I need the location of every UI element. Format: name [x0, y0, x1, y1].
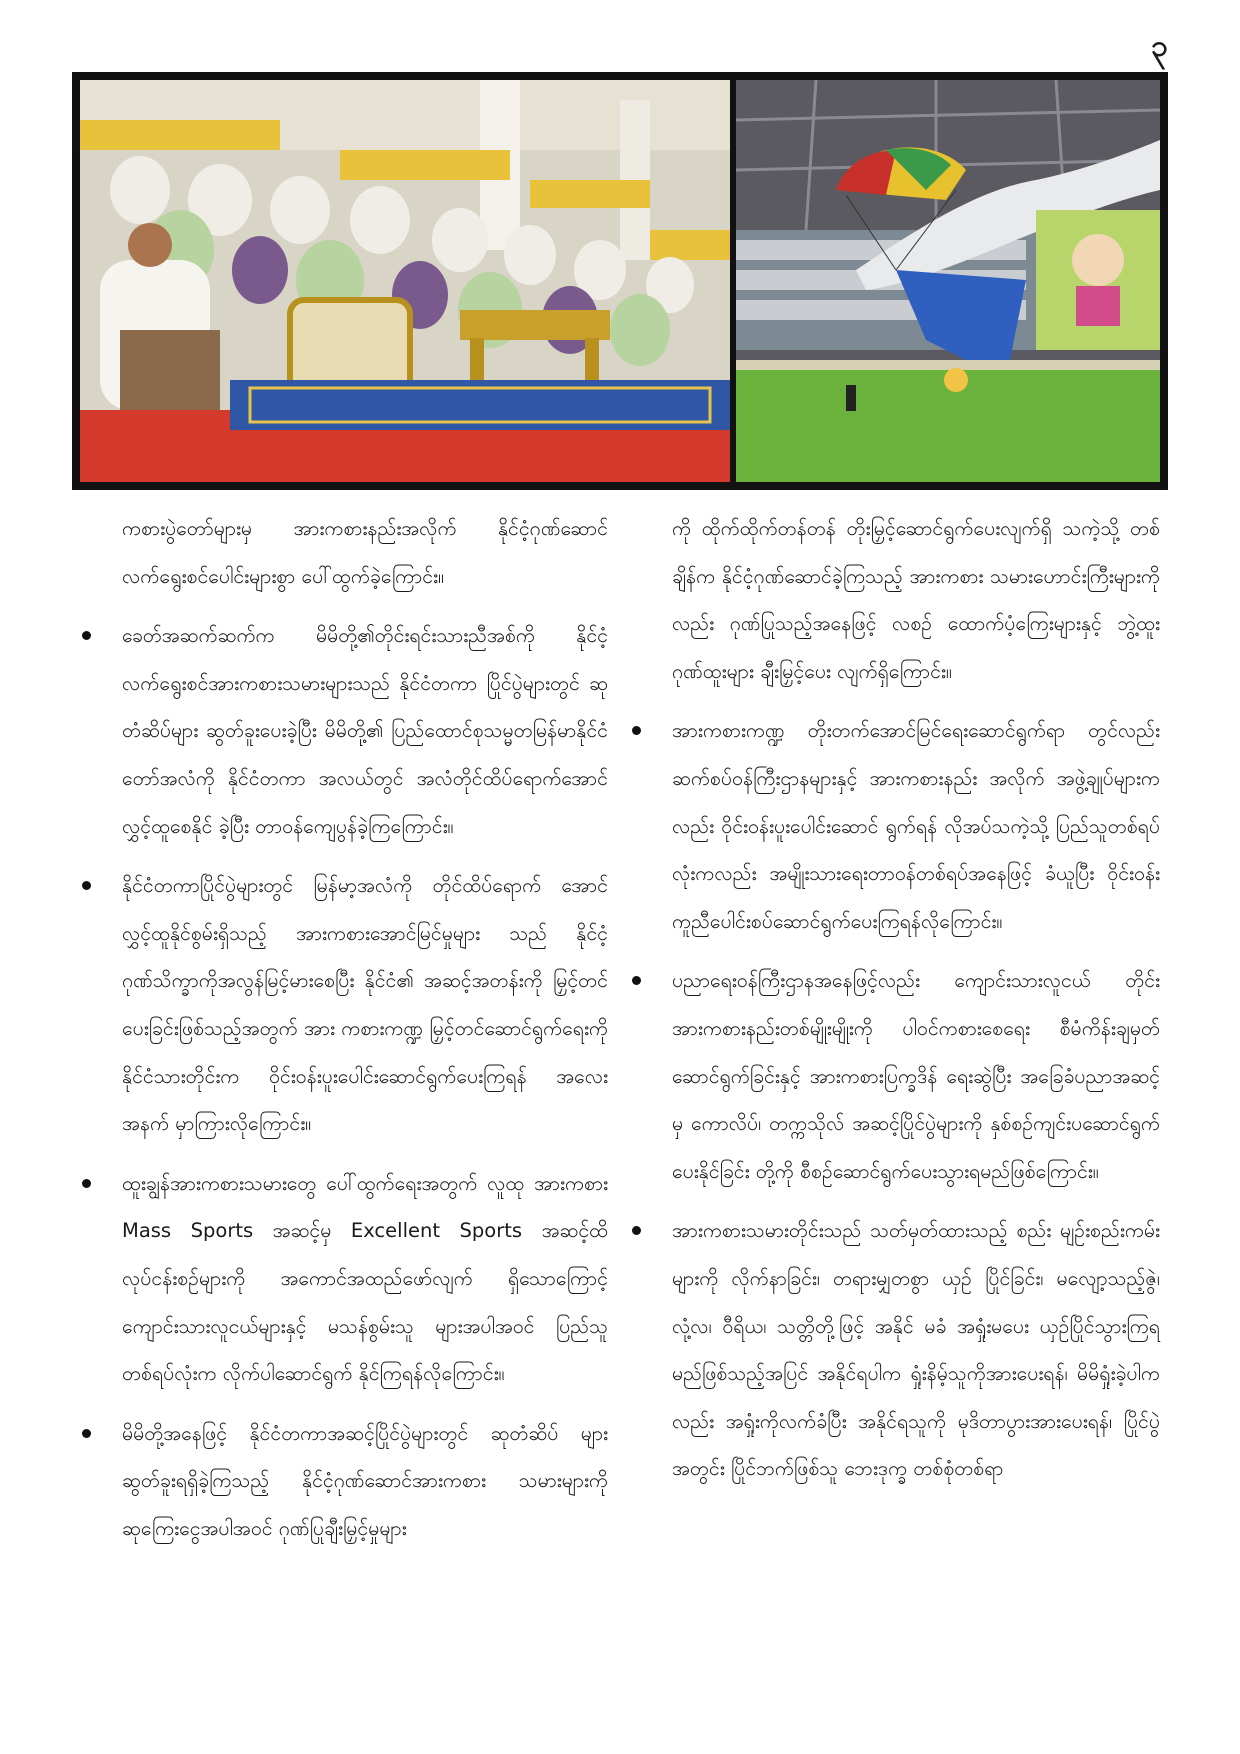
stadium-audience-photo — [80, 80, 730, 482]
continuation-paragraph — [82, 505, 608, 600]
photo-banner — [72, 72, 1168, 490]
list-item — [632, 957, 1160, 1195]
bullet-icon — [632, 726, 641, 735]
list-item — [632, 1207, 1160, 1493]
paragraph-text: နိုင်ငံတကာပြိုင်ပွဲများတွင် မြန်မာ့အလံကို တိုင်ထိပ်ရောက် အောင် လွှင့်ထူနိုင်စွမ်းရှိသည့် အားကစားအောင်မြင်မှုများ သည် နိုင်ငံ့ဂုဏ်သိက္ခာကိုအလွန်မြင့်မားစေပြီး နိုင်ငံ၏ အဆင့်အတန်းကို မြှင့်တင်ပေးခြင်းဖြစ်သည့်အတွက် အား ကစားကဏ္ဍ မြှင့်တင်ဆောင်ရွက်ရေးကို နိုင်ငံသားတိုင်းက ဝိုင်းဝန်းပူးပေါင်းဆောင်ရွက်ပေးကြရန် အလေးအနက် မှာကြားလိုကြောင်း။ — [122, 874, 608, 1136]
paragraph-text: ခေတ်အဆက်ဆက်က မိမိတို့၏တိုင်းရင်းသားညီအစ်ကို နိုင်ငံ့လက်ရွေးစင်အားကစားသမားများသည် နိုင်ငံတကာ ပြိုင်ပွဲများတွင် ဆုတံဆိပ်များ ဆွတ်ခူးပေးခဲ့ပြီး မိမိတို့၏ ပြည်ထောင်စုသမ္မတမြန်မာနိုင်ငံတော်အလံကို နိုင်ငံတကာ အလယ်တွင် အလံတိုင်ထိပ်ရောက်အောင် လွှင့်ထူစေနိုင် ခဲ့ပြီး တာဝန်ကျေပွန်ခဲ့ကြကြောင်း။ — [122, 624, 608, 838]
left-text-column — [82, 505, 608, 1564]
bullet-icon — [82, 631, 91, 640]
paragraph-text: အားကစားသမားတိုင်းသည် သတ်မှတ်ထားသည့် စည်း မျဉ်းစည်းကမ်းများကို လိုက်နာခြင်း၊ တရားမျှတစွာ ယှဉ် ပြိုင်ခြင်း၊ မလျော့သည့်ဇွဲ၊ လုံ့လ၊ ဝီရိယ၊ သတ္တိတို့ဖြင့် အနိုင် မခံ အရှုံးမပေး ယှဉ်ပြိုင်သွားကြရမည်ဖြစ်သည့်အပြင် အနိုင်ရပါက ရှုံးနိမ့်သူကိုအားပေးရန်၊ မိမိရှုံးခဲ့ပါကလည်း အရှုံးကိုလက်ခံပြီး အနိုင်ရသူကို မုဒိတာပွားအားပေးရန်၊ ပြိုင်ပွဲအတွင်း ပြိုင်ဘက်ဖြစ်သူ ဘေးဒုက္ခ တစ်စုံတစ်ရာ — [672, 1219, 1160, 1481]
bullet-icon — [82, 881, 91, 890]
paragraph-text: ကို ထိုက်ထိုက်တန်တန် တိုးမြှင့်ဆောင်ရွက်ပေးလျက်ရှိ သကဲ့သို့ တစ်ချိန်က နိုင်ငံ့ဂုဏ်ဆောင်ခဲ့ကြသည့် အားကစား သမားဟောင်းကြီးများကိုလည်း ဂုဏ်ပြုသည့်အနေဖြင့် လစဉ် ထောက်ပံ့ကြေးများနှင့် ဘွဲ့ထူးဂုဏ်ထူးများ ချီးမြှင့်ပေး လျက်ရှိကြောင်း။ — [672, 517, 1160, 683]
list-item — [82, 1160, 608, 1398]
paragraph-text: အားကစားကဏ္ဍ တိုးတက်အောင်မြင်ရေးဆောင်ရွက်ရာ တွင်လည်း ဆက်စပ်ဝန်ကြီးဌာနများနှင့် အားကစားနည်း အလိုက် အဖွဲ့ချုပ်များကလည်း ဝိုင်းဝန်းပူးပေါင်းဆောင် ရွက်ရန် လိုအပ်သကဲ့သို့ ပြည်သူတစ်ရပ်လုံးကလည်း အမျိုးသားရေးတာဝန်တစ်ရပ်အနေဖြင့် ခံယူပြီး ဝိုင်းဝန်း ကူညီပေါင်းစပ်ဆောင်ရွက်ပေးကြရန်လိုကြောင်း။ — [672, 719, 1160, 933]
list-item — [82, 612, 608, 850]
paragraph-text: ပညာရေးဝန်ကြီးဌာနအနေဖြင့်လည်း ကျောင်းသားလူငယ် တိုင်း အားကစားနည်းတစ်မျိုးမျိုးကို ပါဝင်ကစားစေရေး စီမံကိန်းချမှတ်ဆောင်ရွက်ခြင်းနှင့် အားကစားပြက္ခဒိန် ရေးဆွဲပြီး အခြေခံပညာအဆင့်မှ ကောလိပ်၊ တက္ကသိုလ် အဆင့်ပြိုင်ပွဲများကို နှစ်စဉ်ကျင်းပဆောင်ရွက်ပေးနိုင်ခြင်း တို့ကို စီစဉ်ဆောင်ရွက်ပေးသွားရမည်ဖြစ်ကြောင်း။ — [672, 969, 1160, 1183]
bullet-icon — [82, 1179, 91, 1188]
bullet-icon — [632, 1226, 641, 1235]
bullet-icon — [82, 1429, 91, 1438]
right-text-column — [632, 505, 1160, 1505]
list-item — [82, 862, 608, 1148]
paragraph-text: ထူးချွန်အားကစားသမားတွေ ပေါ်ထွက်ရေးအတွက် လူထု အားကစား Mass Sports အဆင့်မှ Excellent Sports အဆင့်ထိ လုပ်ငန်းစဉ်များကို အကောင်အထည်ဖော်လျက် ရှိသောကြောင့် ကျောင်းသားလူငယ်များနှင့် မသန်စွမ်းသူ များအပါအဝင် ပြည်သူတစ်ရပ်လုံးက လိုက်ပါဆောင်ရွက် နိုင်ကြရန်လိုကြောင်း။ — [122, 1171, 608, 1386]
continuation-paragraph — [632, 505, 1160, 695]
list-item — [82, 1410, 608, 1553]
paragraph-text: ကစားပွဲတော်များမှ အားကစားနည်းအလိုက် နိုင်ငံ့ဂုဏ်ဆောင် လက်ရွေးစင်ပေါင်းများစွာ ပေါ်ထွက်ခဲ့ကြောင်း။ — [122, 517, 608, 588]
list-item — [632, 707, 1160, 945]
paragraph-text: မိမိတို့အနေဖြင့် နိုင်ငံတကာအဆင့်ပြိုင်ပွဲများတွင် ဆုတံဆိပ် များ ဆွတ်ခူးရရှိခဲ့ကြသည့် နိုင်ငံ့ဂုဏ်ဆောင်အားကစား သမားများကို ဆုကြေးငွေအပါအဝင် ဂုဏ်ပြုချီးမြှင့်မှုများ — [122, 1421, 608, 1540]
parachute-display-photo — [736, 80, 1160, 482]
page-number: ၃ — [1151, 29, 1168, 64]
bullet-icon — [632, 976, 641, 985]
